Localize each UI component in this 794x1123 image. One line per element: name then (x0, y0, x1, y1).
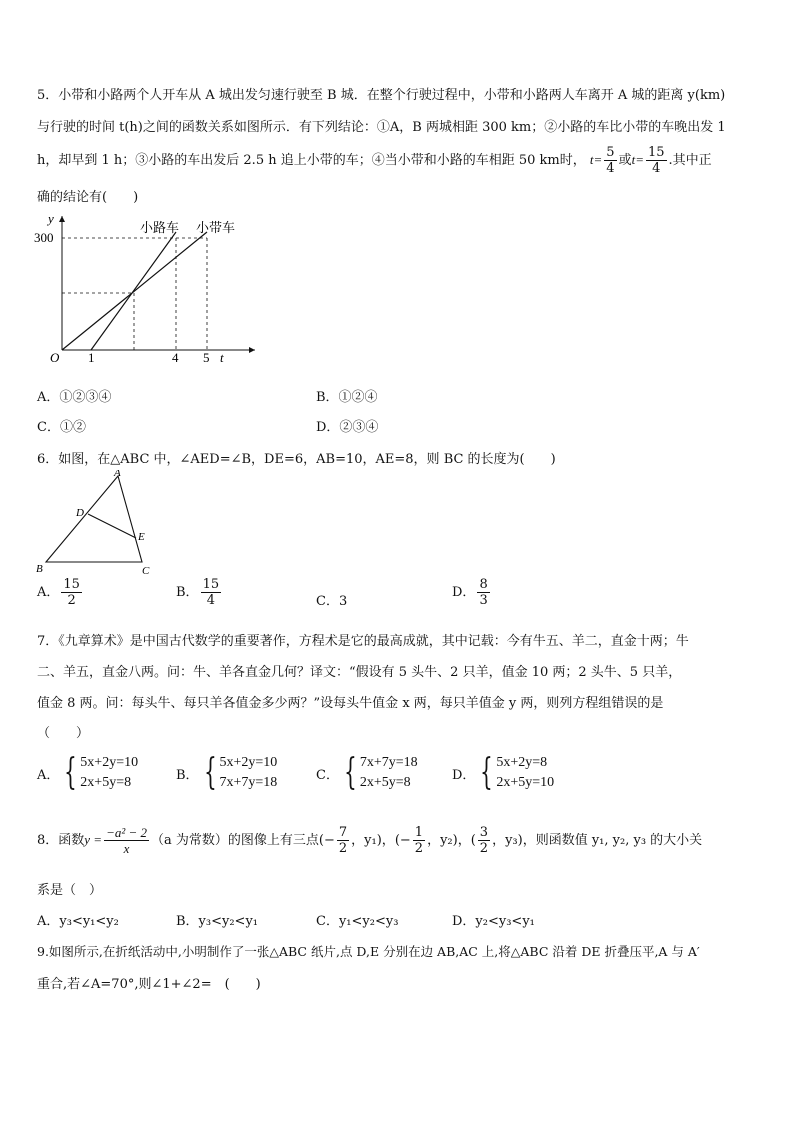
q5-option-d[interactable]: D．②③④ (316, 420, 379, 435)
x5-label: 5 (203, 350, 210, 365)
xiaolu-line (91, 232, 176, 350)
label-a: A (114, 470, 121, 479)
q7-line-3: 值金 8 两。问：每头牛、每只羊各值金多少两？”设每头牛值金 x 两，每只羊值金 y 两，则列方程组错误的是 (37, 696, 664, 711)
q5-option-b[interactable]: B．①②④ (316, 390, 378, 405)
q5-line-4: 确的结论有( ) (37, 190, 139, 205)
q6-triangle-figure (34, 470, 164, 580)
q7-line-4: （ ） (37, 726, 90, 741)
q8-line-2: 系是（ ） (37, 883, 103, 898)
q5-line-2: 与行驶的时间 t(h)之间的函数关系如图所示．有下列结论：①A，B 两城相距 300 km；②小路的车比小带的车晚出发 1 (37, 120, 726, 135)
q8-option-a[interactable]: A．y₃<y₁<y₂ (37, 914, 119, 929)
q5-t1: t= (589, 152, 603, 167)
q5-option-a[interactable]: A．①②③④ (37, 390, 112, 405)
q5-frac-1: $\frac{5}{4}$ (606, 145, 615, 176)
q6-option-a[interactable]: A． $\frac{15}{2}$ (37, 577, 80, 608)
q7-option-d[interactable]: D． { 5x+2y=8 2x+5y=10 (452, 752, 555, 794)
q5-graph (30, 210, 260, 370)
q9-line-1: 9.如图所示,在折纸活动中,小明制作了一张△ABC 纸片,点 D,E 分别在边 AB,AC 上,将△ABC 沿着 DE 折叠压平,A 与 A′ (37, 944, 700, 959)
label-e: E (138, 531, 145, 543)
y-label: y (48, 211, 54, 226)
q8-option-c[interactable]: C．y₁<y₂<y₃ (316, 914, 399, 929)
legend-xiaolu: 小路车 (140, 220, 180, 235)
q6-option-b[interactable]: B． $\frac{15}{4}$ (176, 577, 220, 608)
q7-line-1: 7．《九章算术》是中国古代数学的重要著作，方程术是它的最高成就，其中记载：今有牛五、羊二，直金十两；牛 (37, 634, 689, 649)
q5-line-1: 5．小带和小路两个人开车从 A 城出发匀速行驶至 B 城．在整个行驶过程中，小带和小路两人车离开 A 城的距离 y(km) (37, 88, 726, 103)
q7-option-a[interactable]: A． { 5x+2y=10 2x+5y=8 (37, 752, 139, 794)
origin-label: O (50, 350, 60, 365)
q8-line-1: 8．函数y = $\frac{\text{−a² − 2}}{x}$ （a 为常数）的图像上有三点(− $\frac{7}{2}$ ，y₁)，(− $\frac{1}{2}$ ，y₂)，( $\frac{3}{2}$ ，y₃)，则函数值 y₁, y₂, y₃ 的大小关 (37, 825, 703, 856)
x1-label: 1 (88, 350, 95, 365)
x4-label: 4 (172, 350, 179, 365)
label-d: D (76, 507, 84, 519)
q5-line-3 (37, 146, 712, 175)
legend-xiaodai: 小带车 (196, 220, 236, 235)
t-label: t (220, 350, 224, 365)
q6-stem: 6．如图，在△ABC 中，∠AED=∠B，DE=6，AB=10，AE=8，则 BC 的长度为( ) (37, 452, 556, 467)
q7-option-c[interactable]: C． { 7x+7y=18 2x+5y=8 (316, 752, 418, 794)
q5-frac-2: $\frac{15}{4}$ (647, 145, 665, 176)
triangle-abc (46, 476, 142, 562)
q6-option-d[interactable]: D． $\frac{8}{3}$ (452, 577, 488, 608)
q7-line-2: 二、羊五，直金八两。问：牛、羊各直金几何？译文：“假设有 5 头牛、2 只羊，值金 10 两；2 头牛、5 只羊， (37, 665, 682, 680)
q7-option-b[interactable]: B． { 5x+2y=10 7x+7y=18 (176, 752, 278, 794)
q6-option-c[interactable]: C．3 (316, 594, 348, 609)
label-b: B (36, 563, 43, 575)
q8-option-b[interactable]: B．y₃<y₂<y₁ (176, 914, 259, 929)
q5-line-3-tail: .其中正 (668, 153, 712, 168)
q9-line-2: 重合,若∠A=70°,则∠1+∠2= ( ) (37, 977, 261, 992)
y300-label: 300 (34, 230, 54, 245)
xiaodai-line (62, 232, 207, 350)
q5-or: 或 (618, 153, 632, 168)
q8-option-d[interactable]: D．y₂<y₃<y₁ (452, 914, 535, 929)
q5-t2: t= (631, 152, 644, 167)
segment-de (88, 514, 136, 538)
label-c: C (142, 565, 150, 577)
q5-line-3-text: h，却早到 1 h；③小路的车出发后 2.5 h 追上小带的车；④当小带和小路的车相距 50 km时， (37, 153, 586, 168)
q5-option-c[interactable]: C．①② (37, 420, 86, 435)
